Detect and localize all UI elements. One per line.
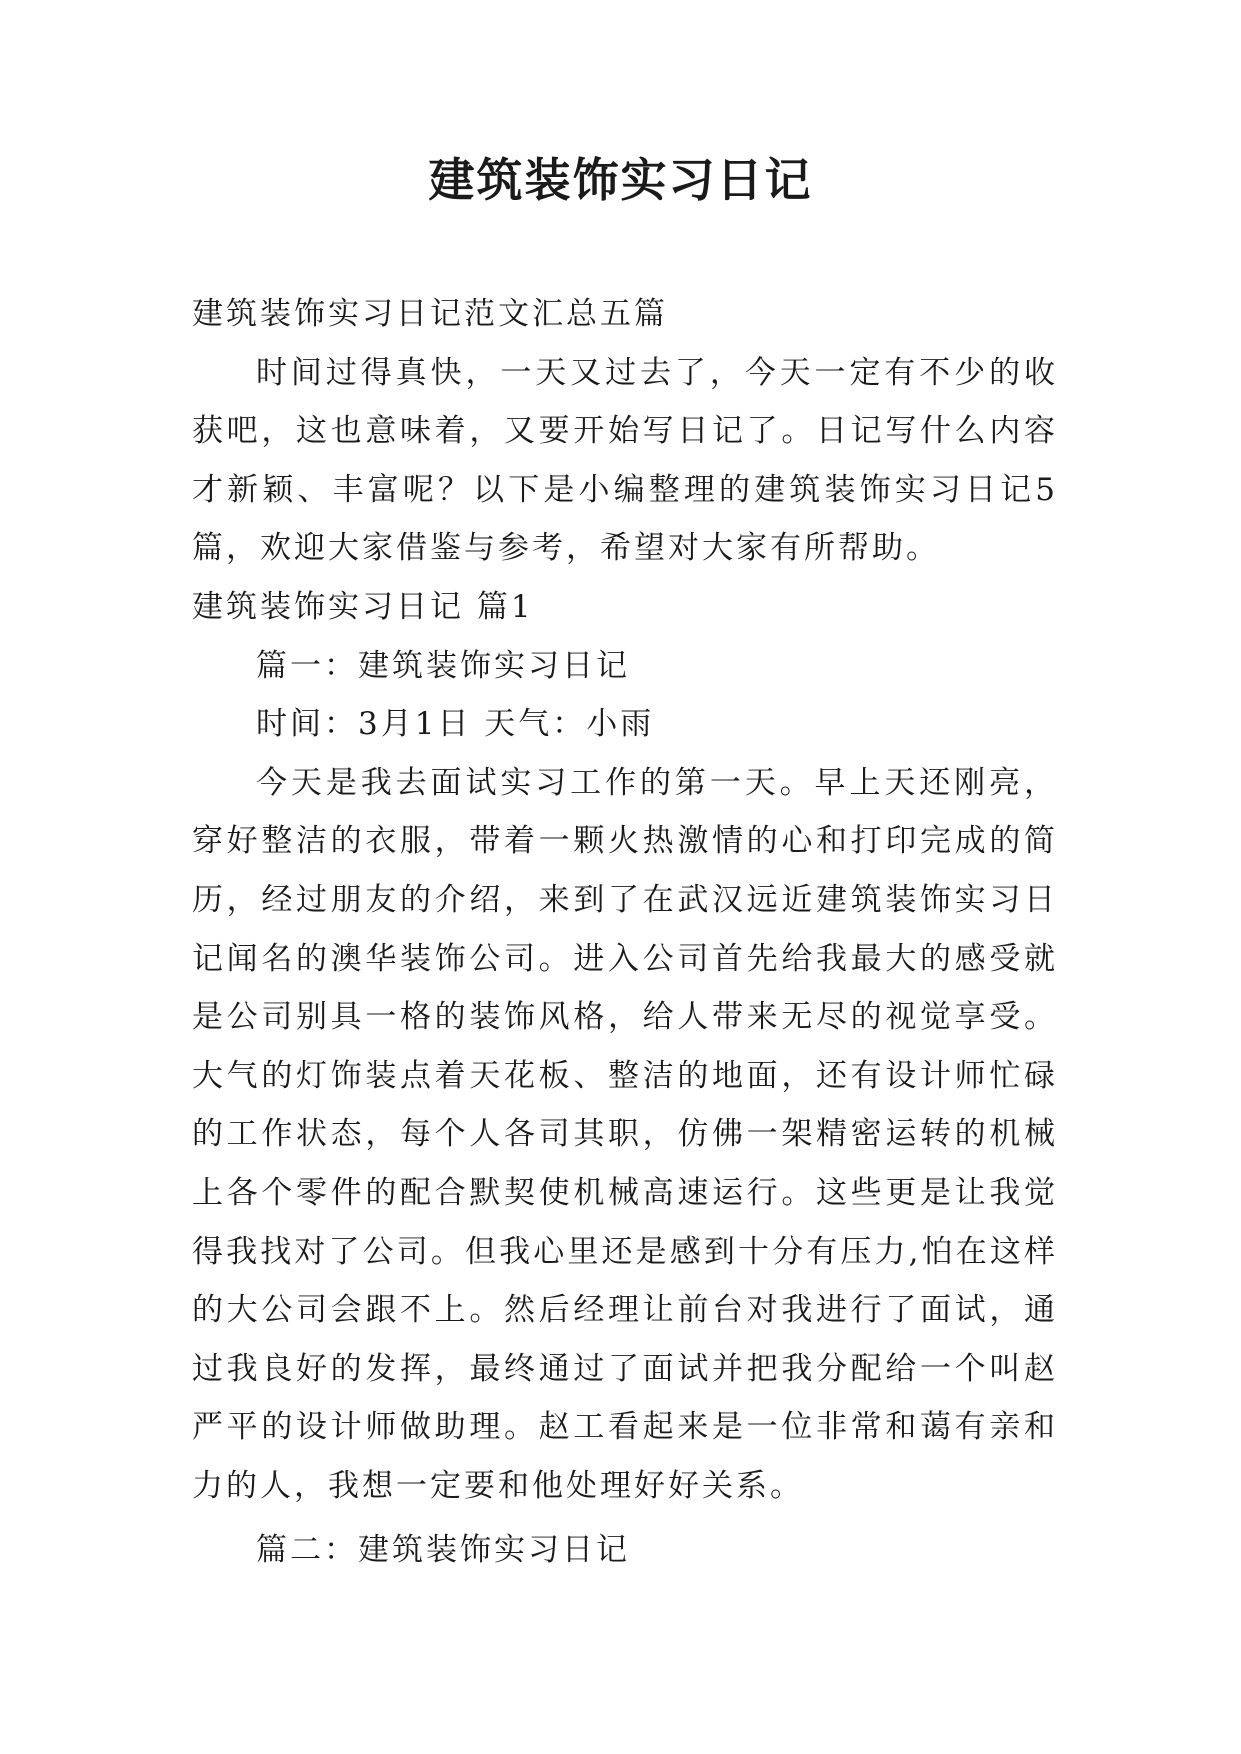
document-body	[192, 285, 1058, 1580]
entry-date-weather: 时间：3月1日 天气：小雨	[256, 706, 655, 743]
intro-paragraph: 时间过得真快，一天又过去了，今天一定有不少的收获吧，这也意味着，又要开始写日记了。日记写什么内容才新颖、丰富呢？以下是小编整理的建筑装饰实习日记5篇，欢迎大家借鉴与参考，希望对大家有所帮助。	[192, 354, 1058, 567]
subtitle-paragraph: 建筑装饰实习日记范文汇总五篇	[192, 296, 668, 332]
entry-body-paragraph: 今天是我去面试实习工作的第一天。早上天还刚亮，穿好整洁的衣服，带着一颗火热激情的心和打印完成的简历，经过朋友的介绍，来到了在武汉远近建筑装饰实习日记闻名的澳华装饰公司。进入公司首先给我最大的感受就是公司别具一格的装饰风格，给人带来无尽的视觉享受。大气的灯饰装点着天花板、整洁的地面，还有设计师忙碌的工作状态，每个人各司其职，仿佛一架精密运转的机械上各个零件的配合默契使机械高速运行。这些更是让我觉得我找对了公司。但我心里还是感到十分有压力,怕在这样的大公司会跟不上。然后经理让前台对我进行了面试，通过我良好的发挥，最终通过了面试并把我分配给一个叫赵严平的设计师做助理。赵工看起来是一位非常和蔼有亲和力的人，我想一定要和他处理好好关系。	[192, 764, 1058, 1504]
section-heading-1: 建筑装饰实习日记 篇1	[192, 588, 534, 625]
entry-heading-1: 篇一：建筑装饰实习日记	[256, 647, 630, 684]
document-title: 建筑装饰实习日记	[428, 153, 813, 207]
entry-heading-2: 篇二：建筑装饰实习日记	[256, 1532, 630, 1569]
